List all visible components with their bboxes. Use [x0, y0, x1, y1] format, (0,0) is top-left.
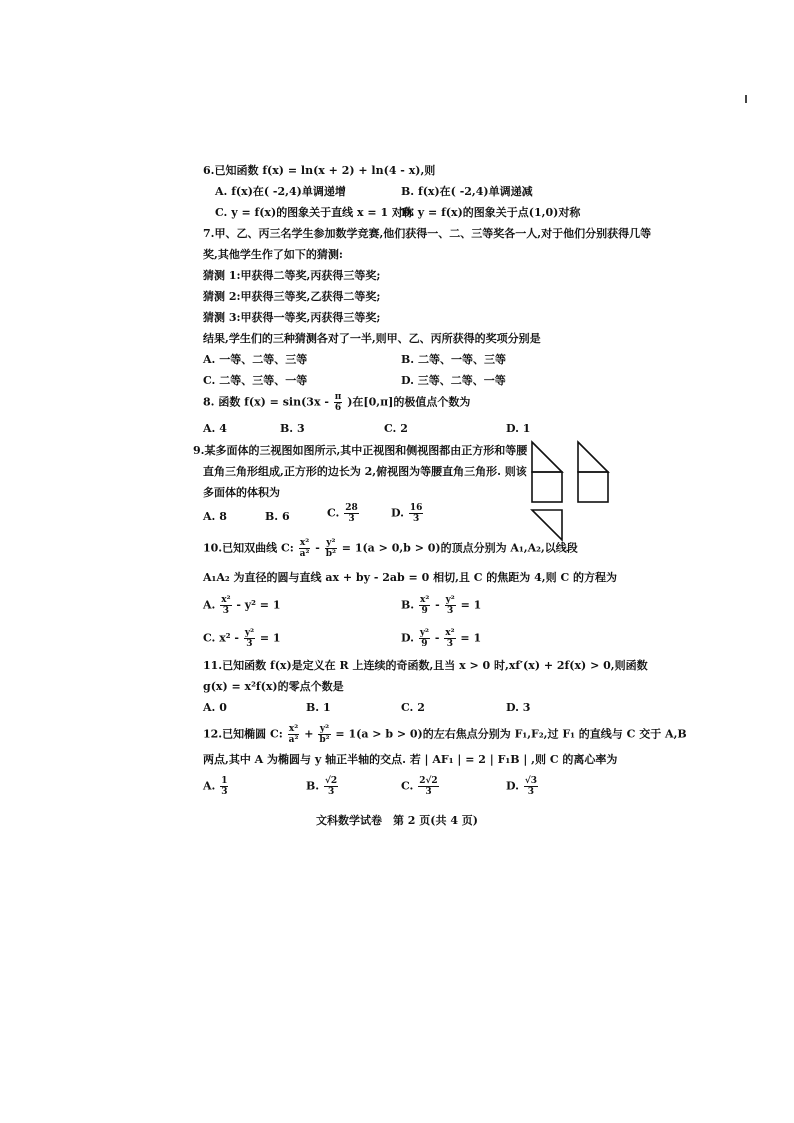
q12-option-c — [401, 776, 440, 797]
fraction-numerator: y² — [244, 628, 255, 638]
side-view-triangle — [578, 442, 608, 472]
q8-option-d: D. 1 — [506, 422, 531, 435]
side-view-square — [578, 472, 608, 502]
q7-stem-line2: 奖,其他学生作了如下的猜测: — [203, 248, 343, 261]
q10-option-b — [401, 595, 481, 616]
q10-option-d — [401, 628, 481, 649]
fraction-numerator: y² — [326, 538, 336, 548]
minus-sign: - — [434, 631, 440, 645]
fraction-numerator: x² — [299, 538, 310, 548]
fraction — [325, 538, 337, 559]
fraction-numerator: x² — [221, 595, 231, 605]
q6-option-c: C. y = f(x)的图象关于直线 x = 1 对称 — [215, 206, 414, 219]
q8-stem — [203, 392, 470, 413]
q6-option-b: B. f(x)在( -2,4)单调递减 — [401, 185, 533, 198]
fraction-numerator: 1 — [221, 776, 228, 786]
q10-stem-line2: A₁A₂ 为直径的圆与直线 ax + by - 2ab = 0 相切,且 C 的焦距为 4,则 C 的方程为 — [203, 571, 618, 584]
page-footer: 文科数学试卷 第 2 页(共 4 页) — [315, 814, 479, 827]
q11-option-d: D. 3 — [506, 701, 531, 714]
q11-option-c: C. 2 — [401, 701, 425, 714]
q9-option-c — [327, 503, 360, 524]
q12-option-d — [506, 776, 539, 797]
pi-over-6-fraction — [334, 392, 343, 413]
option-text: = 1 — [460, 631, 482, 645]
fraction-numerator: √2 — [324, 776, 338, 786]
q7-option-b: B. 二等、一等、三等 — [401, 353, 506, 366]
fraction-denominator: 3 — [327, 787, 335, 797]
q7-option-a: A. 一等、二等、三等 — [203, 353, 308, 366]
fraction-numerator: x² — [445, 628, 455, 638]
q9-option-a: A. 8 — [203, 510, 227, 523]
fraction — [318, 724, 330, 745]
fraction-denominator: 3 — [222, 606, 229, 616]
option-text: - y² = 1 — [236, 598, 281, 612]
minus-sign: - — [315, 541, 320, 555]
fraction — [299, 538, 311, 559]
fraction — [324, 776, 338, 797]
fraction-denominator: a² — [299, 549, 310, 559]
three-view-figure — [530, 440, 620, 545]
q7-guess-2: 猜测 2:甲获得三等奖,乙获得二等奖; — [203, 290, 381, 303]
fraction-denominator: a² — [288, 735, 299, 745]
fraction-numerator: 2√2 — [419, 776, 438, 786]
fraction — [220, 776, 228, 797]
fraction-numerator: y² — [445, 595, 455, 605]
fraction-numerator: π — [334, 392, 342, 402]
option-label: C. — [401, 779, 414, 793]
q11-option-b: B. 1 — [306, 701, 331, 714]
q7-result: 结果,学生们的三种猜测各对了一半,则甲、乙、丙所获得的奖项分别是 — [203, 332, 541, 345]
fraction-numerator: √3 — [524, 776, 538, 786]
fraction-denominator: 3 — [447, 606, 454, 616]
fraction-denominator: 3 — [221, 787, 228, 797]
option-label: D. — [391, 506, 404, 520]
option-label: A. — [203, 598, 216, 612]
q11-stem-line1: 11.已知函数 f(x)是定义在 R 上连续的奇函数,且当 x > 0 时,xf′(x) + 2f(x) > 0,则函数 — [203, 659, 648, 672]
q12-stem-pre: 12.已知椭圆 C: — [203, 727, 283, 741]
q6-option-a: A. f(x)在( -2,4)单调递增 — [215, 185, 346, 198]
q12-option-b — [306, 776, 339, 797]
fraction-numerator: 28 — [345, 503, 358, 513]
top-view-triangle — [532, 510, 562, 540]
fraction — [445, 595, 456, 616]
fraction-numerator: 16 — [409, 503, 423, 513]
q10-stem-post: = 1(a > 0,b > 0)的顶点分别为 A₁,A₂,以线段 — [341, 541, 578, 555]
fraction-numerator: y² — [319, 724, 330, 734]
fraction-denominator: 3 — [446, 639, 454, 649]
option-label: B. — [401, 598, 415, 612]
fraction — [419, 595, 430, 616]
option-label: A. — [203, 779, 216, 793]
option-text: = 1 — [460, 598, 482, 612]
q8-option-a: A. 4 — [203, 422, 227, 435]
q7-guess-3: 猜测 3:甲获得一等奖,丙获得三等奖; — [203, 311, 381, 324]
fraction-numerator: x² — [419, 595, 430, 605]
fraction — [409, 503, 424, 524]
q9-stem-line2: 直角三角形组成,正方形的边长为 2,俯视图为等腰直角三角形. 则该 — [203, 465, 527, 478]
q7-guess-1: 猜测 1:甲获得二等奖,丙获得三等奖; — [203, 269, 381, 282]
fraction — [444, 628, 455, 649]
fraction — [344, 503, 359, 524]
fraction-denominator: 3 — [348, 514, 355, 524]
q12-stem-line1 — [203, 724, 687, 745]
fraction-numerator: y² — [419, 628, 429, 638]
fraction-denominator: 9 — [421, 639, 428, 649]
option-text: = 1 — [259, 631, 281, 645]
front-view-triangle — [532, 442, 562, 472]
q8-option-c: C. 2 — [384, 422, 408, 435]
q8-stem-pre: 8. 函数 f(x) = sin(3x - — [203, 395, 329, 409]
option-label: C. x² - — [203, 631, 239, 645]
fraction — [524, 776, 538, 797]
option-label: D. — [401, 631, 414, 645]
fraction-denominator: 9 — [421, 606, 428, 616]
q9-stem-line1: 9.某多面体的三视图如图所示,其中正视图和侧视图都由正方形和等腰 — [193, 444, 528, 457]
q9-option-d — [391, 503, 424, 524]
q8-option-b: B. 3 — [280, 422, 305, 435]
q12-option-a — [203, 776, 229, 797]
option-label: B. — [306, 779, 320, 793]
fraction — [419, 628, 430, 649]
q12-stem-post: = 1(a > b > 0)的左右焦点分别为 F₁,F₂,过 F₁ 的直线与 C 交于 A,B — [335, 727, 687, 741]
option-label: C. — [327, 506, 340, 520]
q9-stem-line3: 多面体的体积为 — [203, 486, 280, 499]
plus-sign: + — [304, 727, 314, 741]
q6-stem: 6.已知函数 f(x) = ln(x + 2) + ln(4 - x),则 — [203, 164, 436, 177]
fraction-denominator: 3 — [412, 514, 420, 524]
fraction-denominator: 3 — [527, 787, 535, 797]
q6-option-d: D. y = f(x)的图象关于点(1,0)对称 — [401, 206, 581, 219]
q12-stem-line2: 两点,其中 A 为椭圆与 y 轴正半轴的交点. 若 | AF₁ | = 2 | F₁B | ,则 C 的离心率为 — [203, 753, 618, 766]
fraction — [244, 628, 255, 649]
q7-option-c: C. 二等、三等、一等 — [203, 374, 308, 387]
q8-stem-post: )在[0,π]的极值点个数为 — [347, 395, 471, 409]
fraction-denominator: 3 — [425, 787, 432, 797]
q7-option-d: D. 三等、二等、一等 — [401, 374, 506, 387]
fraction-numerator: x² — [288, 724, 299, 734]
front-view-square — [532, 472, 562, 502]
fraction-denominator: b² — [325, 549, 336, 559]
fraction — [220, 595, 231, 616]
minus-sign: - — [435, 598, 440, 612]
q10-option-c — [203, 628, 281, 649]
fraction-denominator: 6 — [334, 403, 342, 413]
q11-stem-line2: g(x) = x²f(x)的零点个数是 — [203, 680, 344, 693]
q10-stem-line1 — [203, 538, 578, 559]
fraction — [418, 776, 438, 797]
q7-stem-line1: 7.甲、乙、丙三名学生参加数学竞赛,他们获得一、二、三等奖各一人,对于他们分别获得几等 — [203, 227, 652, 240]
q9-option-b: B. 6 — [265, 510, 290, 523]
q11-option-a: A. 0 — [203, 701, 227, 714]
fraction — [288, 724, 300, 745]
option-label: D. — [506, 779, 519, 793]
q10-option-a — [203, 595, 281, 616]
scan-mark — [745, 95, 747, 103]
fraction-denominator: 3 — [246, 639, 253, 649]
q10-stem-pre: 10.已知双曲线 C: — [203, 541, 294, 555]
fraction-denominator: b² — [319, 735, 330, 745]
